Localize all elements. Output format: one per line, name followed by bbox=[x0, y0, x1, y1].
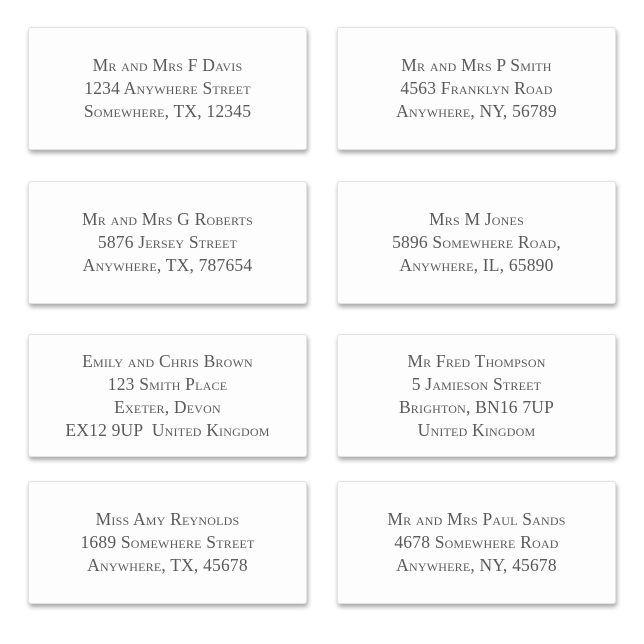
address-line: 1234 Anywhere Street bbox=[84, 78, 251, 98]
address-line: 5876 Jersey Street bbox=[97, 232, 238, 252]
address-line: Mr and Mrs Paul Sands bbox=[387, 509, 566, 529]
address-line: 4678 Somewhere Road bbox=[394, 532, 559, 552]
address-label bbox=[337, 334, 616, 457]
address-line: Emily and Chris Brown bbox=[82, 350, 253, 371]
address-line: 1689 Somewhere Street bbox=[80, 532, 255, 552]
address-label bbox=[28, 334, 307, 457]
address-line: Mrs M Jones bbox=[429, 209, 524, 229]
address-line: Brighton, BN16 7UP bbox=[398, 396, 555, 417]
address-line: 5 Jamieson Street bbox=[411, 373, 542, 394]
address-line: Mr Fred Thompson bbox=[407, 350, 546, 371]
address-line: United Kingdom bbox=[417, 419, 536, 440]
address-label bbox=[337, 481, 616, 604]
address-line: Mr and Mrs G Roberts bbox=[82, 209, 253, 229]
address-line: 123 Smith Place bbox=[107, 373, 228, 394]
address-line: 5896 Somewhere Road, bbox=[392, 232, 561, 252]
address-line: Anywhere, NY, 45678 bbox=[396, 555, 557, 575]
address-line: Mr and Mrs P Smith bbox=[401, 55, 552, 75]
address-line: EX12 9UP United Kingdom bbox=[65, 419, 270, 440]
address-line: Somewhere, TX, 12345 bbox=[83, 101, 252, 121]
address-label bbox=[28, 181, 307, 304]
address-line: Exeter, Devon bbox=[114, 396, 221, 417]
address-line: Anywhere, IL, 65890 bbox=[399, 255, 554, 275]
address-line: Mr and Mrs F Davis bbox=[92, 55, 243, 75]
address-label bbox=[28, 27, 307, 150]
address-line: Anywhere, TX, 787654 bbox=[82, 255, 253, 275]
address-line: Anywhere, TX, 45678 bbox=[87, 555, 248, 575]
address-line: Miss Amy Reynolds bbox=[95, 509, 240, 529]
address-line: Anywhere, NY, 56789 bbox=[396, 101, 557, 121]
address-line: 4563 Franklyn Road bbox=[400, 78, 553, 98]
address-label bbox=[337, 181, 616, 304]
address-label bbox=[28, 481, 307, 604]
address-label bbox=[337, 27, 616, 150]
